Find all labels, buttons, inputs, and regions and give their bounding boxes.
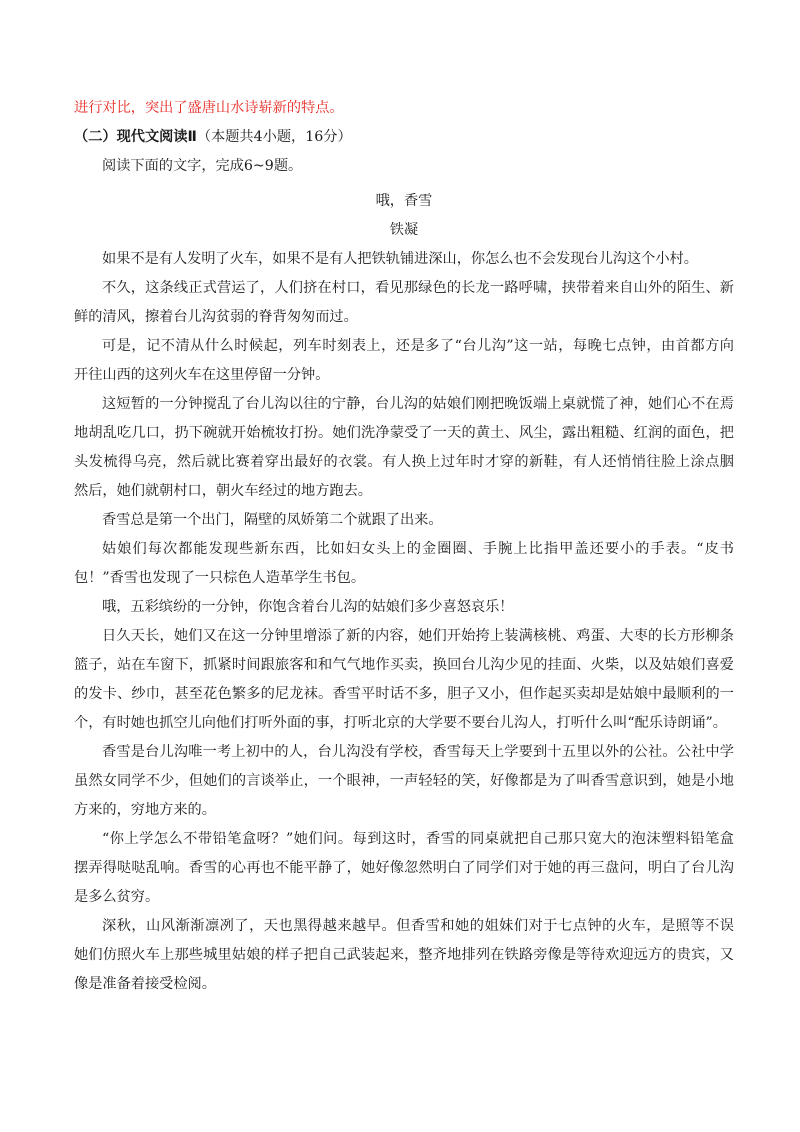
- article-line: 然后，她们就朝村口，朝火车经过的地方跑去。: [74, 483, 372, 499]
- article-line: 深秋，山风渐渐凛冽了，天也黑得越来越早。但香雪和她的姐妹们对于七点钟的火车，是照等不误: [102, 918, 734, 934]
- document-content: [74, 94, 734, 999]
- article-line: “你上学怎么不带铅笔盒呀？”她们问。每到这时，香雪的同桌就把自己那只宽大的泡沫塑料铅笔盒: [102, 831, 734, 847]
- article-title: 哦，香雪: [375, 193, 433, 209]
- article-author: 铁凝: [389, 222, 419, 238]
- article-line: 头发梳得乌亮，然后就比赛着穿出最好的衣裳。有人换上过年时才穿的新鞋，有人还悄悄往脸上涂点胭: [74, 454, 734, 470]
- answer-intro-line: 进行对比，突出了盛唐山水诗崭新的特点。: [74, 100, 344, 116]
- article-line: 她们仿照火车上那些城里姑娘的样子把自己武装起来，整齐地排列在铁路旁像是等待欢迎远方的贵宾，又: [74, 947, 734, 963]
- article-line: 这短暂的一分钟搅乱了台儿沟以往的宁静，台儿沟的姑娘们刚把晚饭端上桌就慌了神，她们心不在焉: [102, 396, 734, 412]
- article-line: 香雪总是第一个出门，隔壁的凤娇第二个就跟了出来。: [102, 512, 443, 528]
- article-line: 不久，这条线正式营运了，人们挤在村口，看见那绿色的长龙一路呼啸，挟带着来自山外的陌生、新: [102, 280, 734, 296]
- article-line: 可是，记不清从什么时候起，列车时刻表上，还是多了“台儿沟”这一站，每晚七点钟，由首都方向: [102, 338, 734, 354]
- article-line: 哦，五彩缤纷的一分钟，你饱含着台儿沟的姑娘们多少喜怒哀乐！: [102, 599, 514, 615]
- article-body: [74, 245, 734, 999]
- article-line: 个，有时她也抓空儿向他们打听外面的事，打听北京的大学要不要台儿沟人，打听什么叫“配乐诗朗诵”。: [74, 715, 727, 731]
- section-note: （本题共4小题，16分）: [196, 129, 352, 145]
- article-line: 的发卡、纱巾，甚至花色繁多的尼龙袜。香雪平时话不多，胆子又小，但作起买卖却是姑娘中最顺利的一: [74, 686, 734, 702]
- article-line: 如果不是有人发明了火车，如果不是有人把铁轨铺进深山，你怎么也不会发现台儿沟这个小村。: [102, 251, 698, 267]
- article-line: 摆弄得哒哒乱响。香雪的心再也不能平静了，她好像忽然明白了同学们对于她的再三盘问，明白了台儿沟: [74, 860, 734, 876]
- article-line: 篮子，站在车窗下，抓紧时间跟旅客和和气气地作买卖，换回台儿沟少见的挂面、火柴，以及姑娘们喜爱: [74, 657, 734, 673]
- article-line: 虽然女同学不少，但她们的言谈举止，一个眼神，一声轻轻的笑，好像都是为了叫香雪意识到，她是小地: [74, 773, 734, 789]
- article-line: 方来的，穷地方来的。: [74, 802, 216, 818]
- article-line: 日久天长，她们又在这一分钟里增添了新的内容，她们开始挎上装满核桃、鸡蛋、大枣的长方形柳条: [102, 628, 734, 644]
- article-line: 香雪是台儿沟唯一考上初中的人，台儿沟没有学校，香雪每天上学要到十五里以外的公社。公社中学: [102, 744, 734, 760]
- article-line: 像是准备着接受检阅。: [74, 976, 216, 992]
- section-heading: （二）现代文阅读Ⅱ: [74, 129, 197, 145]
- reading-instruction: 阅读下面的文字，完成6~9题。: [102, 158, 303, 174]
- article-line: 是多么贫穷。: [74, 889, 160, 905]
- article-line: 包！”香雪也发现了一只棕色人造革学生书包。: [74, 570, 366, 586]
- article-line: 开往山西的这列火车在这里停留一分钟。: [74, 367, 330, 383]
- section-header: [74, 123, 734, 152]
- article-line: 姑娘们每次都能发现些新东西，比如妇女头上的金圈圈、手腕上比指甲盖还要小的手表。“皮书: [102, 541, 734, 557]
- article-line: 鲜的清风，擦着台儿沟贫弱的脊背匆匆而过。: [74, 309, 358, 325]
- article-line: 地胡乱吃几口，扔下碗就开始梳妆打扮。她们洗净蒙受了一天的黄土、风尘，露出粗糙、红润的面色，把: [74, 425, 734, 441]
